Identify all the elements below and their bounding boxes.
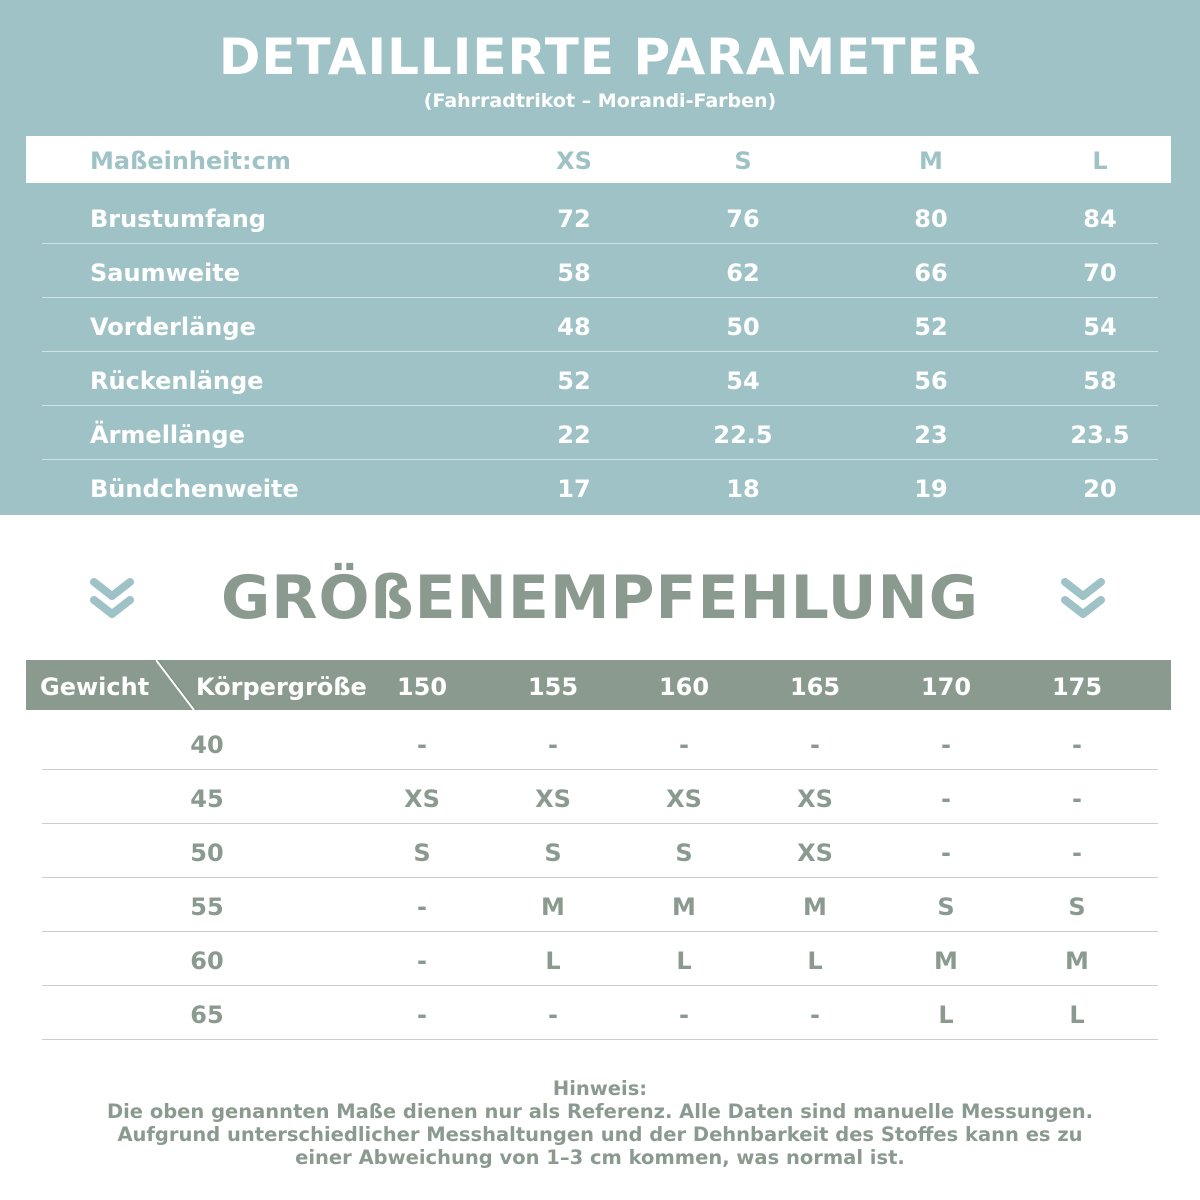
size-recommendation: S xyxy=(544,839,562,867)
note xyxy=(40,1077,1160,1169)
size-recommendation: XS xyxy=(666,785,702,813)
size-recommendation: - xyxy=(1072,731,1082,759)
size-recommendation: M xyxy=(1065,947,1089,975)
size-recommendation: - xyxy=(417,731,427,759)
parameter-value: 84 xyxy=(1083,205,1117,233)
height-165: 165 xyxy=(789,673,841,701)
recommendation-table-header xyxy=(26,660,1171,710)
parameter-label: Bündchenweite xyxy=(90,475,299,503)
parameter-value: 23 xyxy=(914,421,948,449)
size-recommendation: - xyxy=(417,947,427,975)
parameter-value: 54 xyxy=(726,367,760,395)
parameter-title: DETAILLIERTE PARAMETER xyxy=(218,28,982,86)
size-recommendation: L xyxy=(807,947,823,975)
parameter-row xyxy=(42,190,1158,244)
height-170: 170 xyxy=(920,673,972,701)
parameter-value: 54 xyxy=(1083,313,1117,341)
parameter-label: Saumweite xyxy=(90,259,240,287)
parameter-value: 58 xyxy=(557,259,591,287)
parameter-row xyxy=(42,244,1158,298)
weight-value: 65 xyxy=(190,1001,224,1029)
size-recommendation: - xyxy=(941,731,951,759)
size-recommendation: - xyxy=(810,731,820,759)
height-160: 160 xyxy=(658,673,710,701)
size-recommendation: M xyxy=(541,893,565,921)
size-recommendation: M xyxy=(803,893,827,921)
size-recommendation: S xyxy=(675,839,693,867)
size-recommendation: XS xyxy=(535,785,571,813)
parameter-value: 72 xyxy=(557,205,591,233)
size-recommendation: - xyxy=(810,1001,820,1029)
parameter-value: 58 xyxy=(1083,367,1117,395)
weight-value: 50 xyxy=(190,839,224,867)
weight-header: Gewicht xyxy=(40,673,150,701)
size-recommendation: - xyxy=(679,731,689,759)
size-recommendation: - xyxy=(417,1001,427,1029)
parameter-value: 56 xyxy=(914,367,948,395)
parameter-row xyxy=(42,298,1158,352)
size-recommendation: L xyxy=(1069,1001,1085,1029)
parameter-value: 22 xyxy=(557,421,591,449)
note-heading: Hinweis: xyxy=(552,1077,648,1100)
unit-label: Maßeinheit:cm xyxy=(90,147,291,175)
parameter-value: 70 xyxy=(1083,259,1117,287)
size-header-xs: XS xyxy=(556,147,592,175)
parameter-value: 20 xyxy=(1083,475,1117,503)
size-recommendation: L xyxy=(545,947,561,975)
parameter-value: 52 xyxy=(557,367,591,395)
weight-value: 40 xyxy=(190,731,224,759)
weight-value: 55 xyxy=(190,893,224,921)
recommendation-title: GRÖßENEMPFEHLUNG xyxy=(221,563,979,633)
height-150: 150 xyxy=(396,673,448,701)
note-line: Die oben genannten Maße dienen nur als Referenz. Alle Daten sind manuelle Messungen. xyxy=(106,1100,1094,1123)
size-header-s: S xyxy=(734,147,752,175)
size-header-m: M xyxy=(919,147,943,175)
parameter-value: 48 xyxy=(557,313,591,341)
parameter-row xyxy=(42,406,1158,460)
size-header-l: L xyxy=(1092,147,1108,175)
size-recommendation: - xyxy=(417,893,427,921)
parameter-label: Brustumfang xyxy=(90,205,266,233)
parameter-value: 76 xyxy=(726,205,760,233)
size-recommendation: XS xyxy=(797,839,833,867)
parameter-row xyxy=(42,460,1158,514)
size-recommendation: S xyxy=(1068,893,1086,921)
size-recommendation: - xyxy=(679,1001,689,1029)
parameter-value: 66 xyxy=(914,259,948,287)
parameter-value: 50 xyxy=(726,313,760,341)
recommendation-row xyxy=(42,878,1158,932)
size-recommendation: - xyxy=(548,1001,558,1029)
parameter-value: 17 xyxy=(557,475,591,503)
parameter-value: 52 xyxy=(914,313,948,341)
recommendation-row xyxy=(42,932,1158,986)
note-line: einer Abweichung von 1–3 cm kommen, was normal ist. xyxy=(295,1146,905,1169)
parameter-value: 19 xyxy=(914,475,948,503)
recommendation-row xyxy=(42,716,1158,770)
parameter-value: 80 xyxy=(914,205,948,233)
parameter-table-header xyxy=(26,136,1171,183)
recommendation-row xyxy=(42,824,1158,878)
recommendation-row xyxy=(42,986,1158,1040)
size-recommendation: - xyxy=(1072,839,1082,867)
height-header: Körpergröße xyxy=(196,673,367,701)
note-line: Aufgrund unterschiedlicher Messhaltungen und der Dehnbarkeit des Stoffes kann es zu xyxy=(117,1123,1083,1146)
size-recommendation: M xyxy=(934,947,958,975)
parameter-label: Ärmellänge xyxy=(90,421,245,449)
size-recommendation: L xyxy=(938,1001,954,1029)
weight-value: 60 xyxy=(190,947,224,975)
size-recommendation: - xyxy=(941,785,951,813)
size-recommendation: M xyxy=(672,893,696,921)
height-175: 175 xyxy=(1051,673,1103,701)
size-recommendation: - xyxy=(548,731,558,759)
size-recommendation: S xyxy=(413,839,431,867)
height-155: 155 xyxy=(527,673,579,701)
parameter-label: Rückenlänge xyxy=(90,367,264,395)
parameter-subtitle: (Fahrradtrikot – Morandi-Farben) xyxy=(423,90,777,112)
size-recommendation: - xyxy=(1072,785,1082,813)
parameter-value: 18 xyxy=(726,475,760,503)
parameter-value: 62 xyxy=(726,259,760,287)
weight-value: 45 xyxy=(190,785,224,813)
parameter-row xyxy=(42,352,1158,406)
size-recommendation: - xyxy=(941,839,951,867)
recommendation-row xyxy=(42,770,1158,824)
size-recommendation: XS xyxy=(797,785,833,813)
parameter-label: Vorderlänge xyxy=(90,313,256,341)
size-recommendation: S xyxy=(937,893,955,921)
parameter-value: 23.5 xyxy=(1070,421,1130,449)
size-recommendation: XS xyxy=(404,785,440,813)
parameter-value: 22.5 xyxy=(713,421,773,449)
size-recommendation: L xyxy=(676,947,692,975)
double-chevron-down-icon xyxy=(1060,576,1106,622)
